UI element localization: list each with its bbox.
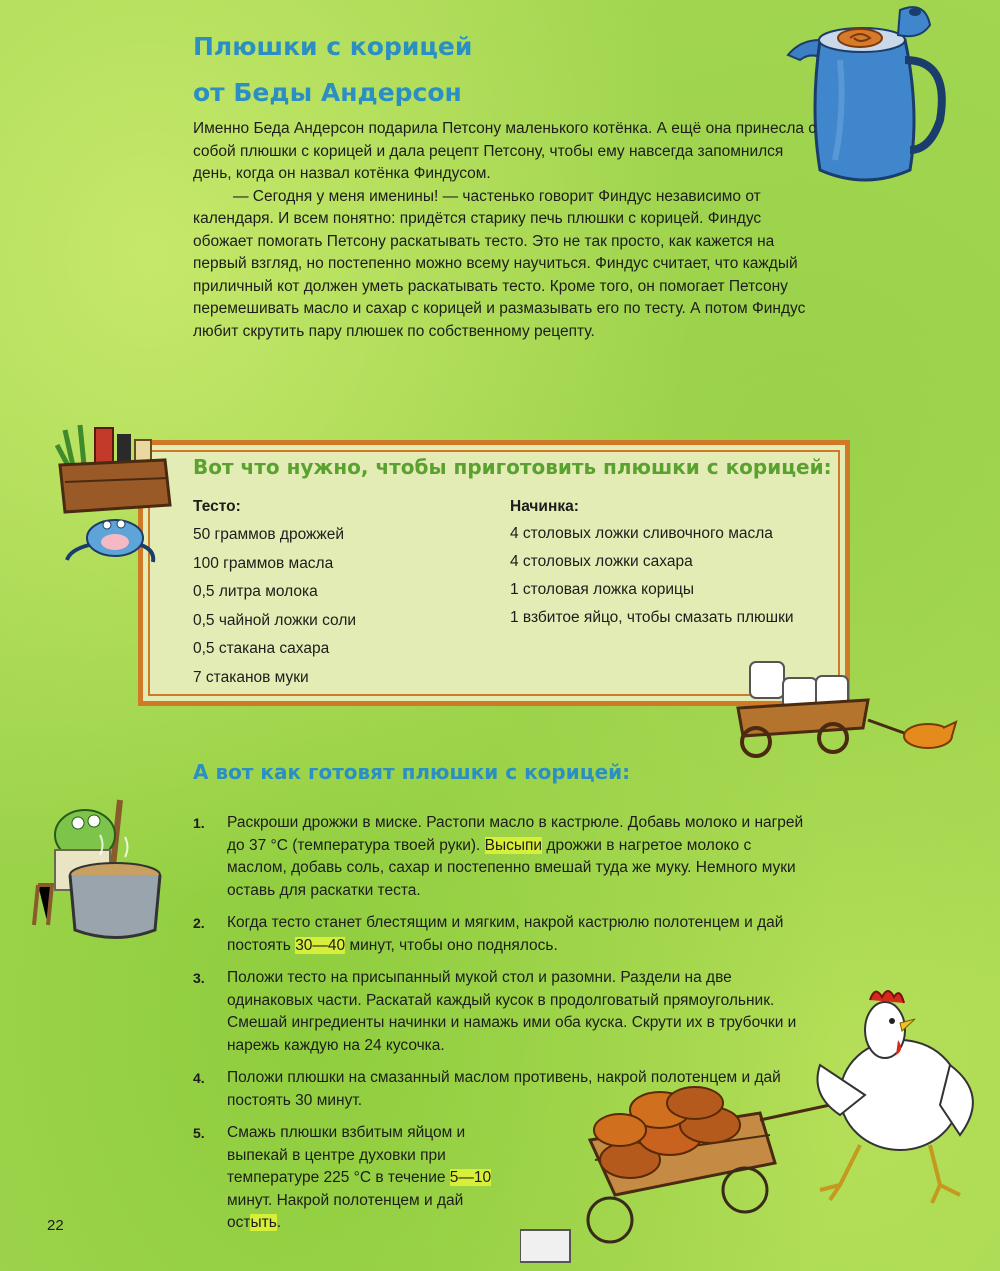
cart-with-cups-illustration [728, 650, 963, 770]
intro-text [193, 118, 823, 343]
step-text: Положи тесто на присыпанный мукой стол и разомни. Раздели на две одинаковых части. Раскатай каждый кусок в продолговатый прямоугольник. Смешай ингредиенты начинки и намажь ими оба куска. Скрути их в трубочки и нарежь каждую на 24 кусочка. [227, 969, 797, 1054]
step-number: 2. [193, 915, 205, 931]
step-text: Смажь плюшки взбитым яйцом и выпекай в центре духовки при температуре 225 °С в течение [227, 1124, 466, 1186]
step-item [193, 812, 813, 902]
steps-title: А вот как готовят плюшки с корицей: [193, 760, 631, 784]
filling-item: 4 столовых ложки сахара [510, 553, 693, 570]
hen-with-bun-cart-illustration [520, 985, 985, 1271]
step-text: дрожжи в нагретое молоко с маслом, добавь соль, сахар и постепенно вмешай туда же муку. Немного муки оставь для раскатки теста. [227, 836, 796, 899]
step-text: Положи плюшки на смазанный маслом противень, накрой полотенцем и дай постоять 30 минут. [227, 1069, 781, 1109]
creature-with-basket-illustration [45, 420, 180, 570]
filling-list [510, 525, 800, 627]
step-item [193, 1122, 507, 1235]
dough-item: 0,5 стакана сахара [193, 640, 330, 657]
step-text: минут. Накрой полотенцем и дай ост [227, 1191, 464, 1231]
filling-item: 4 столовых ложки сливочного масла [510, 525, 773, 542]
step-text: Когда тесто станет блестящим и мягким, накрой кастрюлю полотенцем и дай постоять [227, 914, 784, 954]
title-line-2: от Беды Андерсон [193, 78, 462, 107]
page-number: 22 [47, 1217, 64, 1234]
dough-item: 50 граммов дрожжей [193, 526, 345, 543]
step-number: 3. [193, 970, 205, 986]
dough-item: 7 стаканов муки [193, 668, 309, 686]
dough-item: 100 граммов масла [193, 554, 334, 572]
step-highlight: Высыпи [484, 836, 543, 854]
step-text: Раскроши дрожжи в миске. Растопи масло в кастрюле. Добавь молоко и нагрей до 37 °С (температура твоей руки). [227, 814, 804, 854]
filling-item: 1 взбитое яйцо, чтобы смазать плюшки [510, 609, 794, 626]
step-number: 1. [193, 815, 205, 831]
dough-heading: Тесто: [193, 498, 241, 515]
intro-paragraph-2: — Сегодня у меня именины! — частенько говорит Финдус независимо от календаря. И всем понятно: придётся старику печь плюшки с корицей. Финдус обожает помогать Петсону раскатывать тесто. Это не так просто, как кажется на первый взгляд, но постепенно можно всему научиться. Финдус считает, что каждый приличный кот должен уметь раскатывать тесто. Кроме того, он помогает Петсону перемешивать масло и сахар с корицей и размазывать его по тесту. А потом Финдус любит скрутить пару плюшек по собственному рецепту. [193, 187, 806, 340]
dough-column [193, 497, 493, 696]
filling-heading: Начинка: [510, 498, 579, 515]
page-title [193, 24, 472, 116]
step-highlight: 30—40 [295, 936, 346, 954]
intro-paragraph-1: Именно Беда Андерсон подарила Петсону маленького котёнка. А ещё она принесла с собой плюшки с корицей и дала рецепт Петсону, чтобы ему навсегда запомнился день, когда он назвал котёнка Финдусом. [193, 120, 817, 182]
frog-cooking-illustration [30, 795, 165, 945]
step-number: 5. [193, 1125, 205, 1141]
title-line-1: Плюшки с корицей [193, 32, 473, 61]
ingredients-title: Вот что нужно, чтобы приготовить плюшки с корицей: [193, 455, 832, 479]
step-highlight: 5—10 [449, 1169, 492, 1186]
step-number: 4. [193, 1070, 205, 1086]
step-item [193, 912, 813, 957]
dough-item: 0,5 литра молока [193, 583, 318, 600]
filling-item: 1 столовая ложка корицы [510, 581, 695, 598]
step-highlight: ыть [250, 1214, 277, 1231]
step-text: минут, чтобы оно поднялось. [345, 936, 558, 954]
dough-list [193, 525, 493, 688]
step-text: . [276, 1214, 282, 1231]
filling-column [510, 497, 800, 637]
dough-item: 0,5 чайной ложки соли [193, 611, 357, 629]
